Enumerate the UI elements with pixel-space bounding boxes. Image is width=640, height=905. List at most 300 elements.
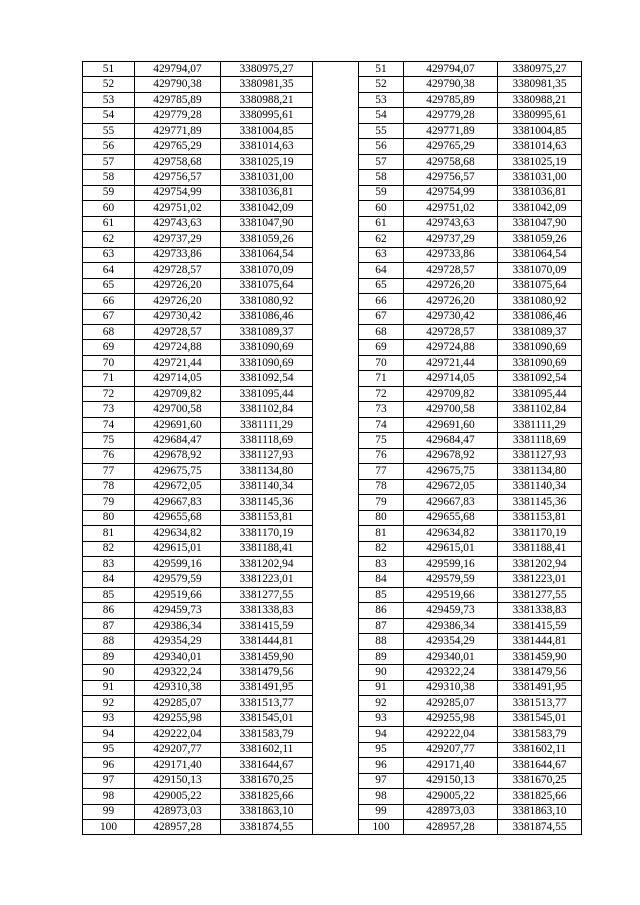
left-x-coordinate-cell: 429771,89 bbox=[135, 123, 221, 138]
left-point-number-cell: 74 bbox=[83, 417, 135, 432]
left-point-number-cell: 86 bbox=[83, 603, 135, 618]
right-x-coordinate-cell: 429733,86 bbox=[404, 247, 498, 262]
left-x-coordinate-cell: 429150,13 bbox=[135, 773, 221, 788]
left-point-number-cell: 55 bbox=[83, 123, 135, 138]
table-row bbox=[83, 495, 582, 510]
right-point-number-cell: 60 bbox=[359, 201, 404, 216]
left-x-coordinate-cell: 429790,38 bbox=[135, 77, 221, 92]
left-point-number-cell: 81 bbox=[83, 526, 135, 541]
table-row bbox=[83, 819, 582, 834]
table-row bbox=[83, 294, 582, 309]
separator-cell bbox=[313, 448, 359, 463]
left-point-number-cell: 91 bbox=[83, 680, 135, 695]
left-point-number-cell: 84 bbox=[83, 572, 135, 587]
table-row bbox=[83, 433, 582, 448]
left-point-number-cell: 97 bbox=[83, 773, 135, 788]
right-x-coordinate-cell: 429765,29 bbox=[404, 139, 498, 154]
table-row bbox=[83, 77, 582, 92]
separator-cell bbox=[313, 819, 359, 834]
left-y-coordinate-cell: 3380975,27 bbox=[221, 62, 313, 77]
left-y-coordinate-cell: 3381089,37 bbox=[221, 324, 313, 339]
right-x-coordinate-cell: 429222,04 bbox=[404, 727, 498, 742]
left-x-coordinate-cell: 429459,73 bbox=[135, 603, 221, 618]
right-point-number-cell: 79 bbox=[359, 495, 404, 510]
right-y-coordinate-cell: 3381102,84 bbox=[498, 402, 582, 417]
separator-cell bbox=[313, 572, 359, 587]
right-point-number-cell: 92 bbox=[359, 696, 404, 711]
left-y-coordinate-cell: 3381090,69 bbox=[221, 355, 313, 370]
separator-cell bbox=[313, 557, 359, 572]
table-row bbox=[83, 727, 582, 742]
left-y-coordinate-cell: 3381602,11 bbox=[221, 742, 313, 757]
left-x-coordinate-cell: 429655,68 bbox=[135, 510, 221, 525]
left-y-coordinate-cell: 3381086,46 bbox=[221, 309, 313, 324]
separator-cell bbox=[313, 232, 359, 247]
separator-cell bbox=[313, 170, 359, 185]
separator-cell bbox=[313, 773, 359, 788]
right-y-coordinate-cell: 3381513,77 bbox=[498, 696, 582, 711]
right-point-number-cell: 68 bbox=[359, 324, 404, 339]
left-point-number-cell: 95 bbox=[83, 742, 135, 757]
table-row bbox=[83, 386, 582, 401]
table-row bbox=[83, 417, 582, 432]
left-x-coordinate-cell: 429700,58 bbox=[135, 402, 221, 417]
right-y-coordinate-cell: 3381863,10 bbox=[498, 804, 582, 819]
separator-cell bbox=[313, 711, 359, 726]
right-x-coordinate-cell: 429743,63 bbox=[404, 216, 498, 231]
right-x-coordinate-cell: 429754,99 bbox=[404, 185, 498, 200]
left-y-coordinate-cell: 3381825,66 bbox=[221, 789, 313, 804]
left-x-coordinate-cell: 429756,57 bbox=[135, 170, 221, 185]
left-x-coordinate-cell: 429733,86 bbox=[135, 247, 221, 262]
right-point-number-cell: 96 bbox=[359, 758, 404, 773]
table-row bbox=[83, 680, 582, 695]
separator-cell bbox=[313, 294, 359, 309]
separator-cell bbox=[313, 154, 359, 169]
left-x-coordinate-cell: 429285,07 bbox=[135, 696, 221, 711]
right-point-number-cell: 58 bbox=[359, 170, 404, 185]
table-row bbox=[83, 742, 582, 757]
left-point-number-cell: 56 bbox=[83, 139, 135, 154]
right-point-number-cell: 89 bbox=[359, 649, 404, 664]
left-x-coordinate-cell: 429005,22 bbox=[135, 789, 221, 804]
separator-cell bbox=[313, 758, 359, 773]
left-y-coordinate-cell: 3381644,67 bbox=[221, 758, 313, 773]
left-y-coordinate-cell: 3381140,34 bbox=[221, 479, 313, 494]
right-point-number-cell: 95 bbox=[359, 742, 404, 757]
left-y-coordinate-cell: 3381134,80 bbox=[221, 464, 313, 479]
table-row bbox=[83, 789, 582, 804]
table-row bbox=[83, 62, 582, 77]
left-point-number-cell: 57 bbox=[83, 154, 135, 169]
right-x-coordinate-cell: 429207,77 bbox=[404, 742, 498, 757]
separator-cell bbox=[313, 185, 359, 200]
separator-cell bbox=[313, 495, 359, 510]
right-y-coordinate-cell: 3381415,59 bbox=[498, 618, 582, 633]
right-y-coordinate-cell: 3381118,69 bbox=[498, 433, 582, 448]
left-point-number-cell: 85 bbox=[83, 587, 135, 602]
left-x-coordinate-cell: 429340,01 bbox=[135, 649, 221, 664]
left-x-coordinate-cell: 429743,63 bbox=[135, 216, 221, 231]
right-y-coordinate-cell: 3381338,83 bbox=[498, 603, 582, 618]
table-row bbox=[83, 665, 582, 680]
left-x-coordinate-cell: 429171,40 bbox=[135, 758, 221, 773]
right-x-coordinate-cell: 429667,83 bbox=[404, 495, 498, 510]
right-x-coordinate-cell: 429785,89 bbox=[404, 92, 498, 107]
left-x-coordinate-cell: 429684,47 bbox=[135, 433, 221, 448]
table-row bbox=[83, 92, 582, 107]
table-row bbox=[83, 758, 582, 773]
right-y-coordinate-cell: 3381090,69 bbox=[498, 340, 582, 355]
right-y-coordinate-cell: 3381014,63 bbox=[498, 139, 582, 154]
separator-cell bbox=[313, 247, 359, 262]
right-point-number-cell: 55 bbox=[359, 123, 404, 138]
separator-cell bbox=[313, 526, 359, 541]
right-point-number-cell: 69 bbox=[359, 340, 404, 355]
right-y-coordinate-cell: 3381444,81 bbox=[498, 634, 582, 649]
left-x-coordinate-cell: 429726,20 bbox=[135, 278, 221, 293]
left-y-coordinate-cell: 3381444,81 bbox=[221, 634, 313, 649]
right-point-number-cell: 97 bbox=[359, 773, 404, 788]
right-x-coordinate-cell: 429354,29 bbox=[404, 634, 498, 649]
right-x-coordinate-cell: 429322,24 bbox=[404, 665, 498, 680]
right-x-coordinate-cell: 428957,28 bbox=[404, 819, 498, 834]
right-point-number-cell: 67 bbox=[359, 309, 404, 324]
left-y-coordinate-cell: 3381170,19 bbox=[221, 526, 313, 541]
left-y-coordinate-cell: 3381092,54 bbox=[221, 371, 313, 386]
left-point-number-cell: 92 bbox=[83, 696, 135, 711]
left-y-coordinate-cell: 3381545,01 bbox=[221, 711, 313, 726]
left-point-number-cell: 88 bbox=[83, 634, 135, 649]
right-y-coordinate-cell: 3381090,69 bbox=[498, 355, 582, 370]
right-point-number-cell: 98 bbox=[359, 789, 404, 804]
left-x-coordinate-cell: 429615,01 bbox=[135, 541, 221, 556]
right-point-number-cell: 74 bbox=[359, 417, 404, 432]
separator-cell bbox=[313, 603, 359, 618]
table-row bbox=[83, 696, 582, 711]
table-row bbox=[83, 711, 582, 726]
right-y-coordinate-cell: 3381086,46 bbox=[498, 309, 582, 324]
left-point-number-cell: 83 bbox=[83, 557, 135, 572]
right-x-coordinate-cell: 429386,34 bbox=[404, 618, 498, 633]
right-x-coordinate-cell: 429691,60 bbox=[404, 417, 498, 432]
right-point-number-cell: 53 bbox=[359, 92, 404, 107]
left-point-number-cell: 60 bbox=[83, 201, 135, 216]
left-y-coordinate-cell: 3381047,90 bbox=[221, 216, 313, 231]
table-row bbox=[83, 309, 582, 324]
right-x-coordinate-cell: 429340,01 bbox=[404, 649, 498, 664]
separator-cell bbox=[313, 587, 359, 602]
left-y-coordinate-cell: 3381014,63 bbox=[221, 139, 313, 154]
left-y-coordinate-cell: 3381025,19 bbox=[221, 154, 313, 169]
left-point-number-cell: 98 bbox=[83, 789, 135, 804]
table-row bbox=[83, 618, 582, 633]
separator-cell bbox=[313, 355, 359, 370]
right-y-coordinate-cell: 3381644,67 bbox=[498, 758, 582, 773]
right-point-number-cell: 88 bbox=[359, 634, 404, 649]
separator-cell bbox=[313, 324, 359, 339]
right-y-coordinate-cell: 3381670,25 bbox=[498, 773, 582, 788]
left-point-number-cell: 90 bbox=[83, 665, 135, 680]
right-point-number-cell: 65 bbox=[359, 278, 404, 293]
right-point-number-cell: 78 bbox=[359, 479, 404, 494]
table-row bbox=[83, 510, 582, 525]
right-x-coordinate-cell: 429730,42 bbox=[404, 309, 498, 324]
right-x-coordinate-cell: 429599,16 bbox=[404, 557, 498, 572]
left-x-coordinate-cell: 429737,29 bbox=[135, 232, 221, 247]
right-y-coordinate-cell: 3381140,34 bbox=[498, 479, 582, 494]
left-x-coordinate-cell: 429386,34 bbox=[135, 618, 221, 633]
separator-cell bbox=[313, 139, 359, 154]
right-y-coordinate-cell: 3380988,21 bbox=[498, 92, 582, 107]
left-y-coordinate-cell: 3381145,36 bbox=[221, 495, 313, 510]
right-x-coordinate-cell: 429726,20 bbox=[404, 294, 498, 309]
left-point-number-cell: 66 bbox=[83, 294, 135, 309]
left-point-number-cell: 63 bbox=[83, 247, 135, 262]
left-y-coordinate-cell: 3381491,95 bbox=[221, 680, 313, 695]
right-y-coordinate-cell: 3381145,36 bbox=[498, 495, 582, 510]
right-x-coordinate-cell: 429171,40 bbox=[404, 758, 498, 773]
right-y-coordinate-cell: 3381059,26 bbox=[498, 232, 582, 247]
separator-cell bbox=[313, 386, 359, 401]
separator-cell bbox=[313, 696, 359, 711]
separator-cell bbox=[313, 201, 359, 216]
right-point-number-cell: 61 bbox=[359, 216, 404, 231]
left-x-coordinate-cell: 429519,66 bbox=[135, 587, 221, 602]
table-row bbox=[83, 371, 582, 386]
right-x-coordinate-cell: 429675,75 bbox=[404, 464, 498, 479]
right-y-coordinate-cell: 3381602,11 bbox=[498, 742, 582, 757]
left-y-coordinate-cell: 3381188,41 bbox=[221, 541, 313, 556]
left-y-coordinate-cell: 3381095,44 bbox=[221, 386, 313, 401]
right-y-coordinate-cell: 3381025,19 bbox=[498, 154, 582, 169]
separator-cell bbox=[313, 77, 359, 92]
right-point-number-cell: 57 bbox=[359, 154, 404, 169]
left-y-coordinate-cell: 3381090,69 bbox=[221, 340, 313, 355]
left-x-coordinate-cell: 429726,20 bbox=[135, 294, 221, 309]
left-y-coordinate-cell: 3381102,84 bbox=[221, 402, 313, 417]
right-point-number-cell: 72 bbox=[359, 386, 404, 401]
right-point-number-cell: 62 bbox=[359, 232, 404, 247]
separator-cell bbox=[313, 309, 359, 324]
left-y-coordinate-cell: 3381415,59 bbox=[221, 618, 313, 633]
table-row bbox=[83, 402, 582, 417]
left-y-coordinate-cell: 3381004,85 bbox=[221, 123, 313, 138]
table-row bbox=[83, 541, 582, 556]
right-y-coordinate-cell: 3381095,44 bbox=[498, 386, 582, 401]
table-row bbox=[83, 464, 582, 479]
table-row bbox=[83, 773, 582, 788]
separator-cell bbox=[313, 216, 359, 231]
right-y-coordinate-cell: 3381070,09 bbox=[498, 263, 582, 278]
right-point-number-cell: 63 bbox=[359, 247, 404, 262]
left-x-coordinate-cell: 429579,59 bbox=[135, 572, 221, 587]
separator-cell bbox=[313, 123, 359, 138]
right-y-coordinate-cell: 3381004,85 bbox=[498, 123, 582, 138]
separator-cell bbox=[313, 371, 359, 386]
right-point-number-cell: 54 bbox=[359, 108, 404, 123]
right-x-coordinate-cell: 429655,68 bbox=[404, 510, 498, 525]
right-y-coordinate-cell: 3381459,90 bbox=[498, 649, 582, 664]
left-point-number-cell: 78 bbox=[83, 479, 135, 494]
left-x-coordinate-cell: 429754,99 bbox=[135, 185, 221, 200]
right-x-coordinate-cell: 429790,38 bbox=[404, 77, 498, 92]
right-x-coordinate-cell: 429615,01 bbox=[404, 541, 498, 556]
table-row bbox=[83, 557, 582, 572]
right-y-coordinate-cell: 3381825,66 bbox=[498, 789, 582, 804]
right-point-number-cell: 87 bbox=[359, 618, 404, 633]
left-x-coordinate-cell: 429310,38 bbox=[135, 680, 221, 695]
left-point-number-cell: 100 bbox=[83, 819, 135, 834]
left-x-coordinate-cell: 429779,28 bbox=[135, 108, 221, 123]
right-y-coordinate-cell: 3381036,81 bbox=[498, 185, 582, 200]
left-x-coordinate-cell: 429599,16 bbox=[135, 557, 221, 572]
left-point-number-cell: 72 bbox=[83, 386, 135, 401]
separator-cell bbox=[313, 62, 359, 77]
right-point-number-cell: 66 bbox=[359, 294, 404, 309]
right-x-coordinate-cell: 428973,03 bbox=[404, 804, 498, 819]
left-x-coordinate-cell: 428957,28 bbox=[135, 819, 221, 834]
separator-cell bbox=[313, 789, 359, 804]
separator-cell bbox=[313, 510, 359, 525]
left-y-coordinate-cell: 3381223,01 bbox=[221, 572, 313, 587]
left-x-coordinate-cell: 429714,05 bbox=[135, 371, 221, 386]
right-point-number-cell: 91 bbox=[359, 680, 404, 695]
left-x-coordinate-cell: 429751,02 bbox=[135, 201, 221, 216]
table-row bbox=[83, 587, 582, 602]
left-point-number-cell: 70 bbox=[83, 355, 135, 370]
separator-cell bbox=[313, 402, 359, 417]
table-row bbox=[83, 247, 582, 262]
table-row bbox=[83, 572, 582, 587]
right-x-coordinate-cell: 429684,47 bbox=[404, 433, 498, 448]
right-x-coordinate-cell: 429150,13 bbox=[404, 773, 498, 788]
table-row bbox=[83, 170, 582, 185]
table-row bbox=[83, 649, 582, 664]
left-point-number-cell: 77 bbox=[83, 464, 135, 479]
right-point-number-cell: 51 bbox=[359, 62, 404, 77]
left-y-coordinate-cell: 3381118,69 bbox=[221, 433, 313, 448]
right-x-coordinate-cell: 429519,66 bbox=[404, 587, 498, 602]
left-x-coordinate-cell: 429728,57 bbox=[135, 263, 221, 278]
right-y-coordinate-cell: 3381127,93 bbox=[498, 448, 582, 463]
left-x-coordinate-cell: 429728,57 bbox=[135, 324, 221, 339]
right-x-coordinate-cell: 429459,73 bbox=[404, 603, 498, 618]
right-point-number-cell: 70 bbox=[359, 355, 404, 370]
left-y-coordinate-cell: 3381111,29 bbox=[221, 417, 313, 432]
table-row bbox=[83, 634, 582, 649]
left-point-number-cell: 82 bbox=[83, 541, 135, 556]
left-y-coordinate-cell: 3381036,81 bbox=[221, 185, 313, 200]
right-y-coordinate-cell: 3380995,61 bbox=[498, 108, 582, 123]
table-row bbox=[83, 263, 582, 278]
table-row bbox=[83, 232, 582, 247]
right-x-coordinate-cell: 429728,57 bbox=[404, 263, 498, 278]
right-x-coordinate-cell: 429714,05 bbox=[404, 371, 498, 386]
left-point-number-cell: 80 bbox=[83, 510, 135, 525]
separator-cell bbox=[313, 680, 359, 695]
separator-cell bbox=[313, 108, 359, 123]
left-point-number-cell: 89 bbox=[83, 649, 135, 664]
right-x-coordinate-cell: 429758,68 bbox=[404, 154, 498, 169]
table-row bbox=[83, 278, 582, 293]
right-point-number-cell: 73 bbox=[359, 402, 404, 417]
left-x-coordinate-cell: 429785,89 bbox=[135, 92, 221, 107]
separator-cell bbox=[313, 618, 359, 633]
right-y-coordinate-cell: 3381479,56 bbox=[498, 665, 582, 680]
right-y-coordinate-cell: 3381047,90 bbox=[498, 216, 582, 231]
left-point-number-cell: 52 bbox=[83, 77, 135, 92]
left-x-coordinate-cell: 429255,98 bbox=[135, 711, 221, 726]
right-point-number-cell: 94 bbox=[359, 727, 404, 742]
left-y-coordinate-cell: 3381080,92 bbox=[221, 294, 313, 309]
left-y-coordinate-cell: 3381513,77 bbox=[221, 696, 313, 711]
left-y-coordinate-cell: 3381042,09 bbox=[221, 201, 313, 216]
right-point-number-cell: 99 bbox=[359, 804, 404, 819]
right-x-coordinate-cell: 429724,88 bbox=[404, 340, 498, 355]
right-y-coordinate-cell: 3381153,81 bbox=[498, 510, 582, 525]
separator-cell bbox=[313, 665, 359, 680]
table-row bbox=[83, 479, 582, 494]
table-row bbox=[83, 340, 582, 355]
right-point-number-cell: 84 bbox=[359, 572, 404, 587]
table-row bbox=[83, 216, 582, 231]
left-point-number-cell: 53 bbox=[83, 92, 135, 107]
left-y-coordinate-cell: 3381127,93 bbox=[221, 448, 313, 463]
right-x-coordinate-cell: 429678,92 bbox=[404, 448, 498, 463]
right-y-coordinate-cell: 3381202,94 bbox=[498, 557, 582, 572]
right-point-number-cell: 81 bbox=[359, 526, 404, 541]
left-y-coordinate-cell: 3380995,61 bbox=[221, 108, 313, 123]
left-y-coordinate-cell: 3381459,90 bbox=[221, 649, 313, 664]
right-y-coordinate-cell: 3381111,29 bbox=[498, 417, 582, 432]
right-x-coordinate-cell: 429737,29 bbox=[404, 232, 498, 247]
left-x-coordinate-cell: 429709,82 bbox=[135, 386, 221, 401]
right-y-coordinate-cell: 3381545,01 bbox=[498, 711, 582, 726]
left-y-coordinate-cell: 3381202,94 bbox=[221, 557, 313, 572]
right-point-number-cell: 85 bbox=[359, 587, 404, 602]
left-x-coordinate-cell: 429222,04 bbox=[135, 727, 221, 742]
right-point-number-cell: 59 bbox=[359, 185, 404, 200]
right-point-number-cell: 52 bbox=[359, 77, 404, 92]
left-point-number-cell: 99 bbox=[83, 804, 135, 819]
left-point-number-cell: 93 bbox=[83, 711, 135, 726]
right-point-number-cell: 100 bbox=[359, 819, 404, 834]
separator-cell bbox=[313, 464, 359, 479]
right-point-number-cell: 90 bbox=[359, 665, 404, 680]
separator-cell bbox=[313, 278, 359, 293]
separator-cell bbox=[313, 92, 359, 107]
left-x-coordinate-cell: 429730,42 bbox=[135, 309, 221, 324]
separator-cell bbox=[313, 742, 359, 757]
right-point-number-cell: 77 bbox=[359, 464, 404, 479]
right-x-coordinate-cell: 429726,20 bbox=[404, 278, 498, 293]
left-x-coordinate-cell: 429691,60 bbox=[135, 417, 221, 432]
table-row bbox=[83, 526, 582, 541]
right-y-coordinate-cell: 3381092,54 bbox=[498, 371, 582, 386]
right-x-coordinate-cell: 429255,98 bbox=[404, 711, 498, 726]
right-point-number-cell: 71 bbox=[359, 371, 404, 386]
right-x-coordinate-cell: 429721,44 bbox=[404, 355, 498, 370]
right-y-coordinate-cell: 3381042,09 bbox=[498, 201, 582, 216]
table-row bbox=[83, 123, 582, 138]
left-y-coordinate-cell: 3381070,09 bbox=[221, 263, 313, 278]
right-y-coordinate-cell: 3381583,79 bbox=[498, 727, 582, 742]
left-x-coordinate-cell: 429758,68 bbox=[135, 154, 221, 169]
separator-cell bbox=[313, 541, 359, 556]
right-x-coordinate-cell: 429634,82 bbox=[404, 526, 498, 541]
left-y-coordinate-cell: 3381670,25 bbox=[221, 773, 313, 788]
